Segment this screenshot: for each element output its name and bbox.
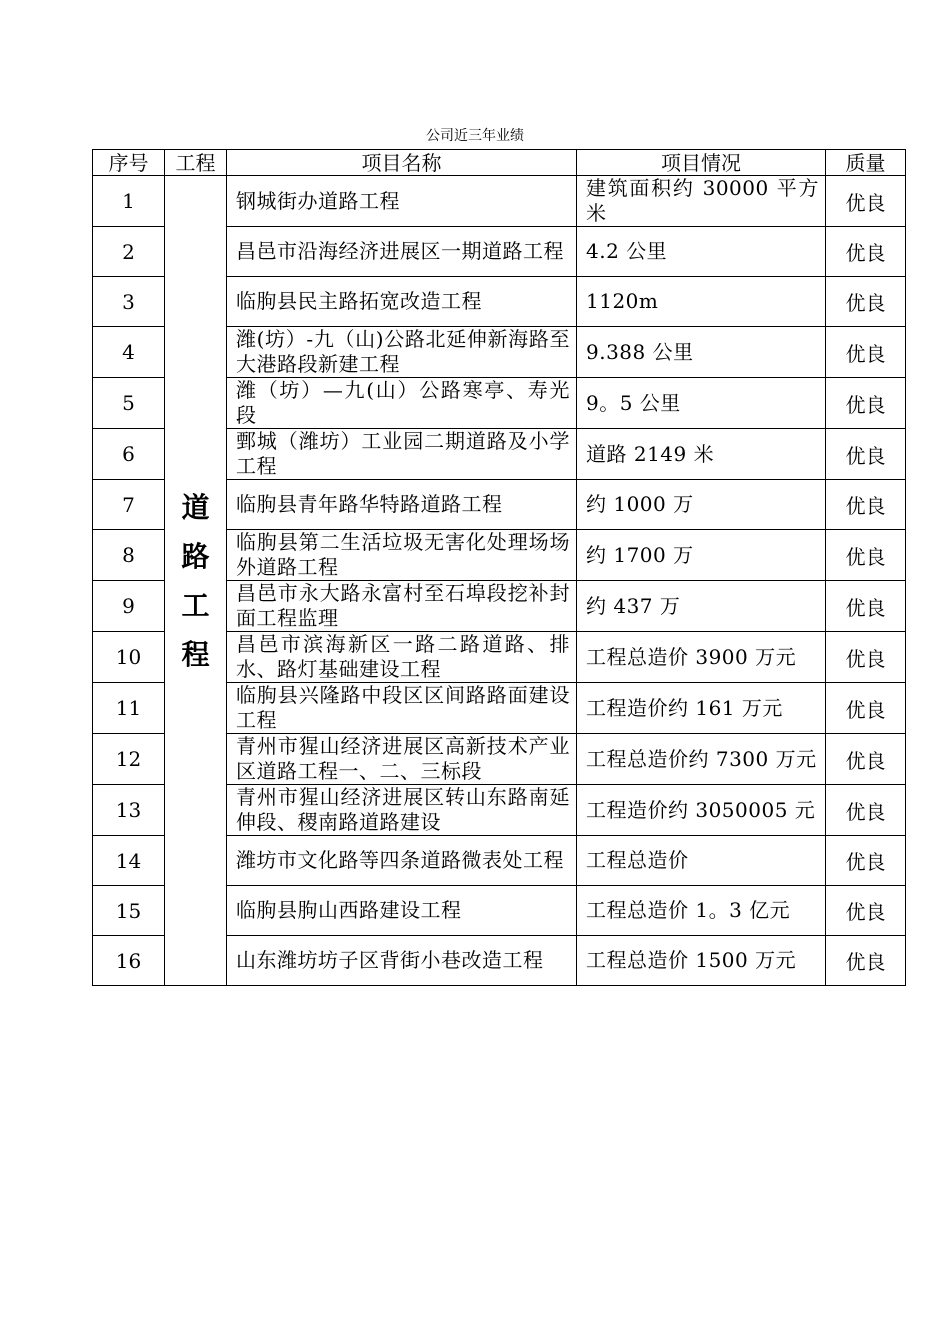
row-project-name: 潍(坊）-九（山)公路北延伸新海路至大港路段新建工程: [227, 327, 577, 378]
row-project-info: 工程造价约 161 万元: [577, 683, 826, 734]
category-cell: [165, 176, 227, 986]
row-project-name: 临朐县兴隆路中段区区间路路面建设工程: [227, 683, 577, 734]
row-project-name: 昌邑市滨海新区一路二路道路、排水、路灯基础建设工程: [227, 632, 577, 683]
row-project-name: 昌邑市永大路永富村至石埠段挖补封面工程监理: [227, 581, 577, 632]
row-seq: 7: [93, 480, 165, 530]
row-project-name: 临朐县第二生活垃圾无害化处理场场外道路工程: [227, 530, 577, 581]
row-project-info: 1120m: [577, 277, 826, 327]
row-quality: 优良: [826, 683, 906, 734]
row-quality: 优良: [826, 480, 906, 530]
header-quality: 质量: [826, 150, 906, 176]
row-seq: 1: [93, 176, 165, 227]
row-project-info: 约 1000 万: [577, 480, 826, 530]
row-seq: 4: [93, 327, 165, 378]
row-quality: 优良: [826, 277, 906, 327]
row-project-info: 9。5 公里: [577, 378, 826, 429]
row-seq: 13: [93, 785, 165, 836]
header-seq: 序号: [93, 150, 165, 176]
row-project-name: 青州市猩山经济进展区转山东路南延伸段、稷南路道路建设: [227, 785, 577, 836]
row-project-info: 工程总造价 1。3 亿元: [577, 886, 826, 936]
row-project-info: 建筑面积约 30000 平方米: [577, 176, 826, 227]
row-project-name: 昌邑市沿海经济进展区一期道路工程: [227, 227, 577, 277]
row-project-name: 潍坊市文化路等四条道路微表处工程: [227, 836, 577, 886]
row-quality: 优良: [826, 327, 906, 378]
row-quality: 优良: [826, 785, 906, 836]
row-quality: 优良: [826, 176, 906, 227]
row-quality: 优良: [826, 632, 906, 683]
row-project-name: 鄄城（潍坊）工业园二期道路及小学工程: [227, 429, 577, 480]
table-header-row: [93, 150, 906, 176]
row-quality: 优良: [826, 886, 906, 936]
row-quality: 优良: [826, 530, 906, 581]
row-project-name: 钢城街办道路工程: [227, 176, 577, 227]
row-project-info: 约 1700 万: [577, 530, 826, 581]
row-quality: 优良: [826, 936, 906, 986]
category-label: 道路工程: [181, 490, 210, 671]
row-project-info: 工程总造价 1500 万元: [577, 936, 826, 986]
row-seq: 16: [93, 936, 165, 986]
row-project-info: 9.388 公里: [577, 327, 826, 378]
row-seq: 12: [93, 734, 165, 785]
row-quality: 优良: [826, 581, 906, 632]
row-seq: 10: [93, 632, 165, 683]
row-project-info: 工程总造价约 7300 万元: [577, 734, 826, 785]
row-project-info: 4.2 公里: [577, 227, 826, 277]
row-seq: 6: [93, 429, 165, 480]
performance-table: [92, 149, 906, 986]
row-seq: 9: [93, 581, 165, 632]
row-seq: 3: [93, 277, 165, 327]
row-project-name: 潍（坊）—九(山）公路寒亭、寿光段: [227, 378, 577, 429]
row-quality: 优良: [826, 227, 906, 277]
row-project-info: 工程总造价: [577, 836, 826, 886]
row-project-info: 道路 2149 米: [577, 429, 826, 480]
row-seq: 14: [93, 836, 165, 886]
row-seq: 11: [93, 683, 165, 734]
row-project-info: 工程总造价 3900 万元: [577, 632, 826, 683]
row-project-name: 临朐县民主路拓宽改造工程: [227, 277, 577, 327]
header-project-name: 项目名称: [227, 150, 577, 176]
row-seq: 15: [93, 886, 165, 936]
row-quality: 优良: [826, 429, 906, 480]
row-project-name: 临朐县青年路华特路道路工程: [227, 480, 577, 530]
document-title: 公司近三年业绩: [426, 128, 524, 144]
row-project-name: 青州市猩山经济进展区高新技术产业区道路工程一、二、三标段: [227, 734, 577, 785]
header-project-info: 项目情况: [577, 150, 826, 176]
row-seq: 5: [93, 378, 165, 429]
table-body: [93, 176, 906, 986]
row-seq: 8: [93, 530, 165, 581]
row-quality: 优良: [826, 734, 906, 785]
row-project-name: 山东潍坊坊子区背街小巷改造工程: [227, 936, 577, 986]
row-quality: 优良: [826, 378, 906, 429]
header-category: 工程: [165, 150, 227, 176]
row-seq: 2: [93, 227, 165, 277]
row-project-info: 工程造价约 3050005 元: [577, 785, 826, 836]
table-row: [93, 176, 906, 227]
row-project-info: 约 437 万: [577, 581, 826, 632]
row-project-name: 临朐县朐山西路建设工程: [227, 886, 577, 936]
row-quality: 优良: [826, 836, 906, 886]
